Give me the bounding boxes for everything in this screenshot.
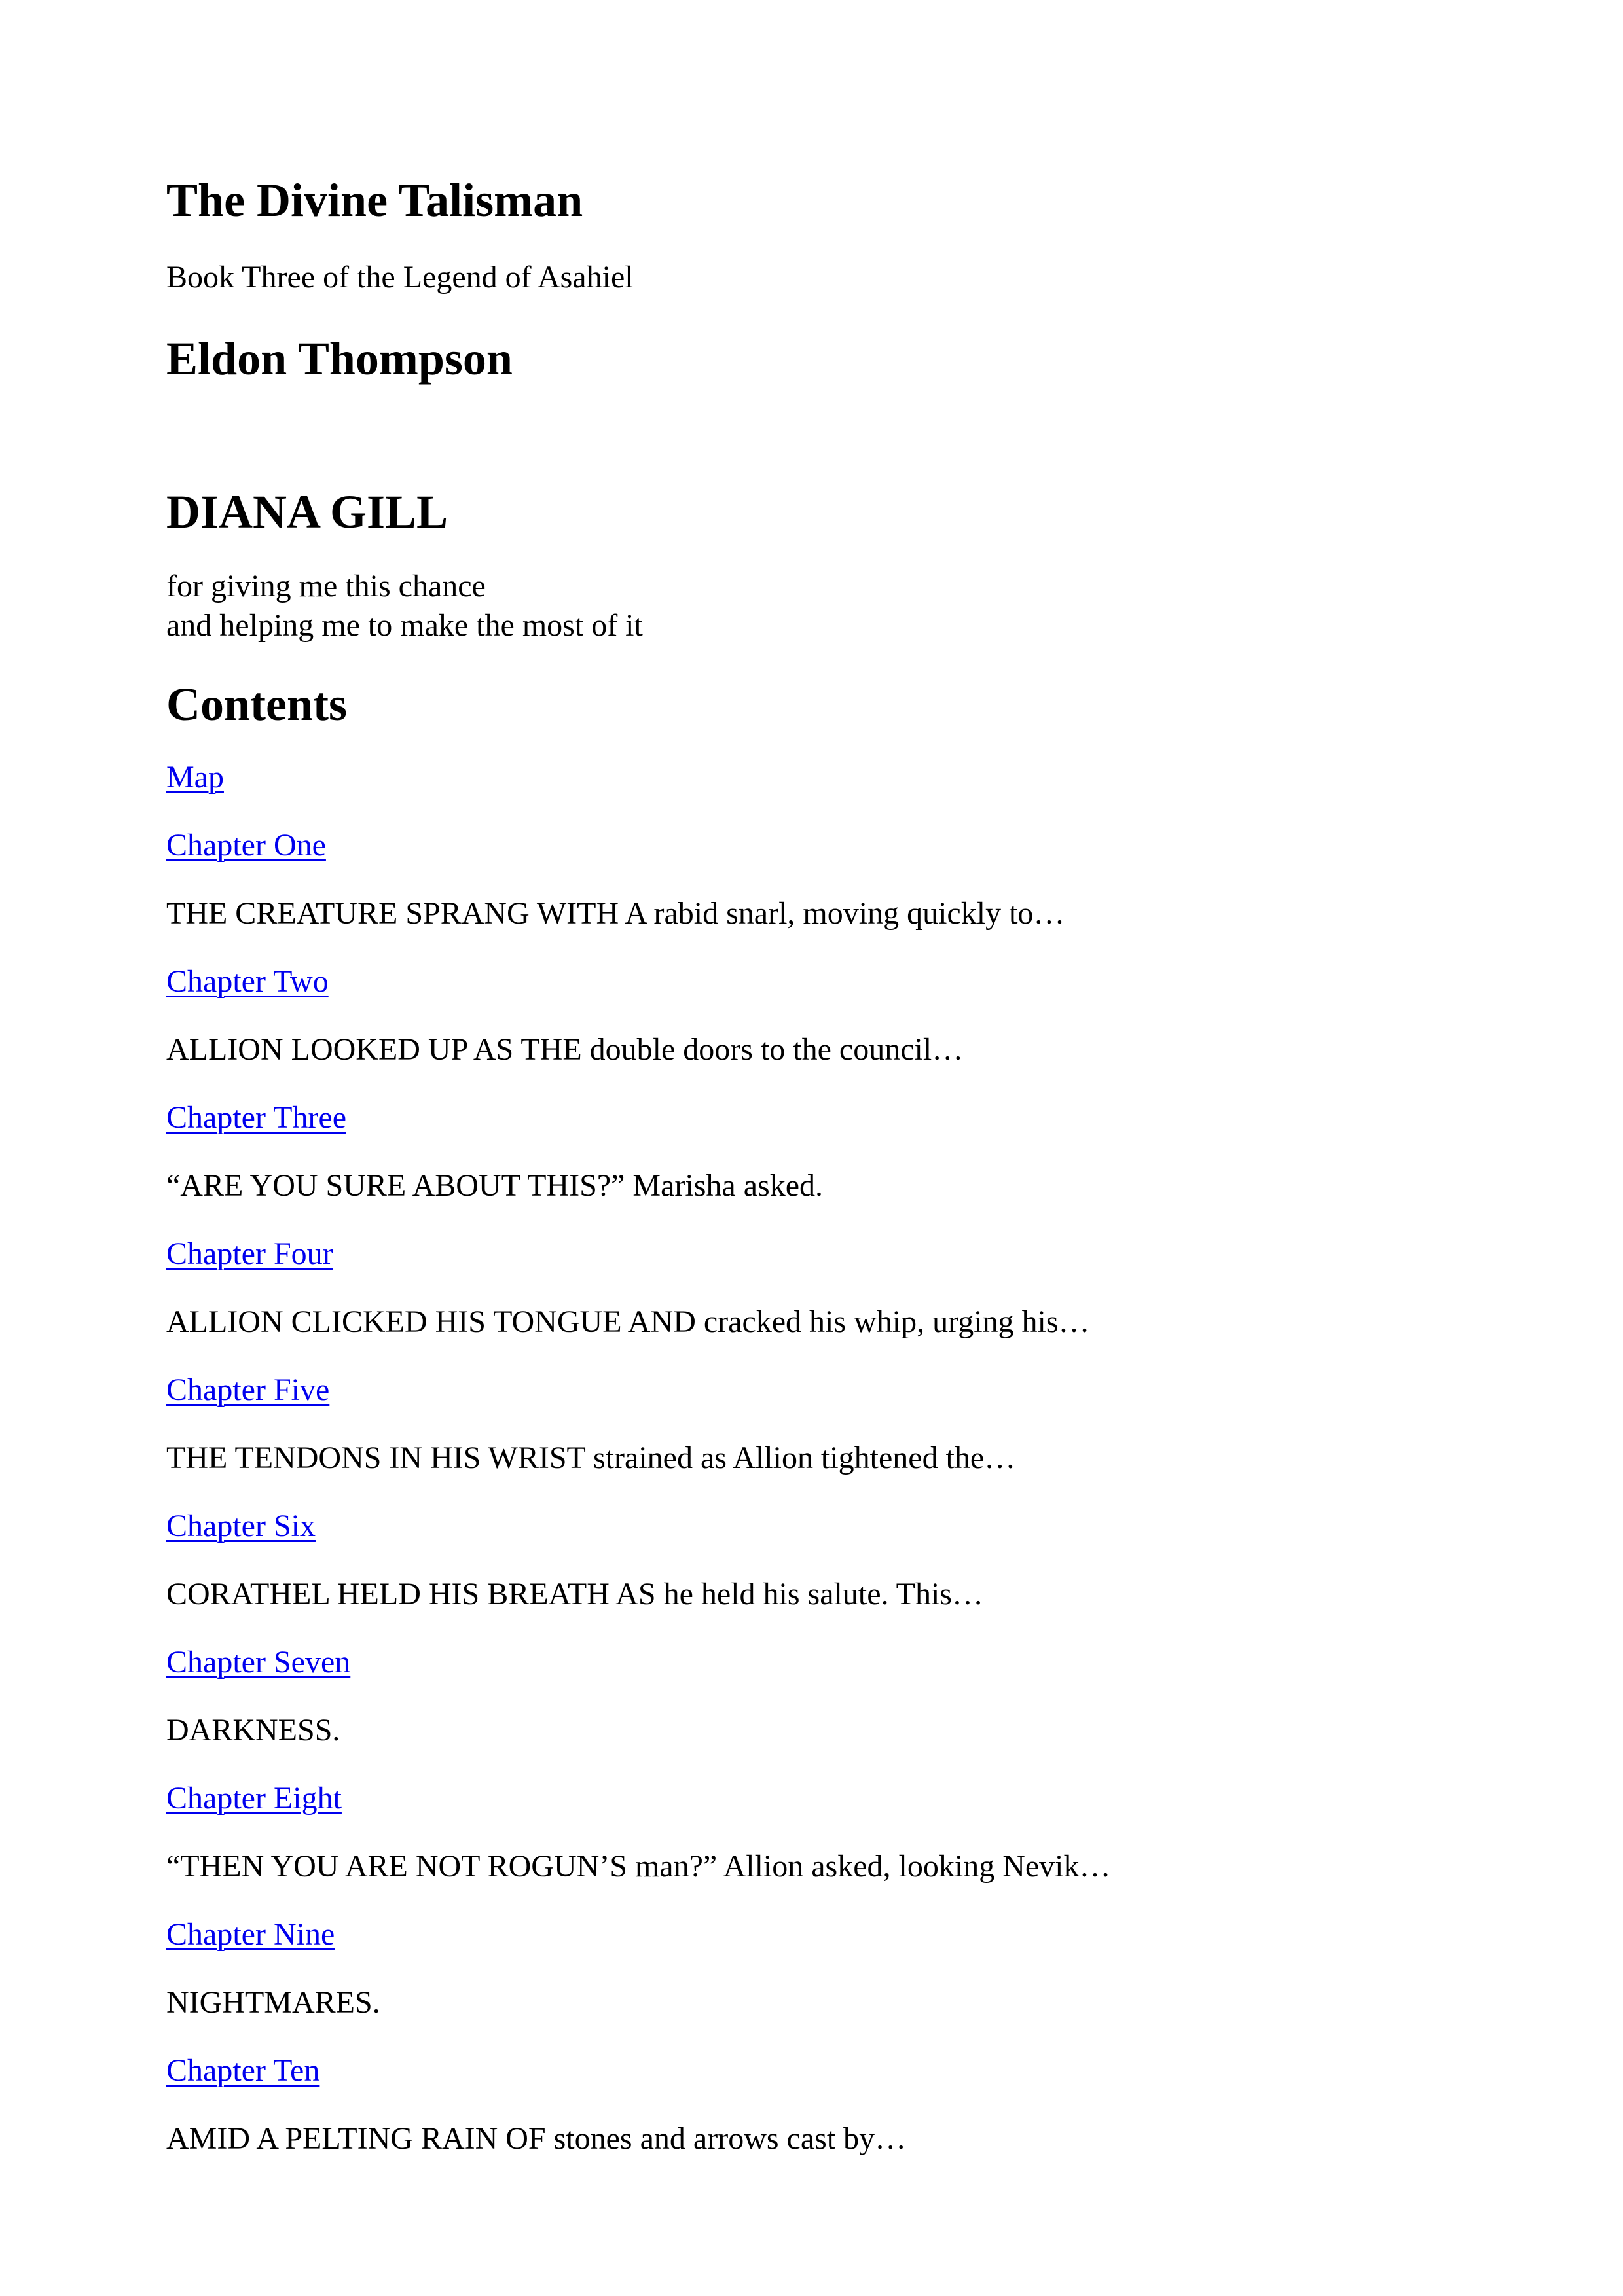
chapter-excerpt: THE CREATURE SPRANG WITH A rabid snarl, moving quickly to… xyxy=(166,896,1065,931)
dedication-text xyxy=(166,567,1456,645)
toc-item xyxy=(166,1098,1456,1138)
chapter-excerpt: NIGHTMARES. xyxy=(166,1985,380,2020)
toc-link[interactable]: Chapter Ten xyxy=(166,2053,320,2088)
toc-link[interactable]: Chapter Six xyxy=(166,1509,316,1543)
toc-item xyxy=(166,1915,1456,1954)
toc-link[interactable]: Chapter Nine xyxy=(166,1917,335,1952)
chapter-excerpt: ALLION CLICKED HIS TONGUE AND cracked his whip, urging his… xyxy=(166,1304,1090,1339)
author-name: Eldon Thompson xyxy=(166,332,513,385)
book-subtitle: Book Three of the Legend of Asahiel xyxy=(166,260,634,295)
toc-item xyxy=(166,1234,1456,1274)
toc-link[interactable]: Map xyxy=(166,760,224,795)
toc-item xyxy=(166,1643,1456,1682)
chapter-excerpt: AMID A PELTING RAIN OF stones and arrows cast by… xyxy=(166,2121,907,2156)
toc-link[interactable]: Chapter Five xyxy=(166,1372,330,1407)
toc-item xyxy=(166,1507,1456,1546)
toc-link[interactable]: Chapter Seven xyxy=(166,1645,351,1679)
dedication-heading: DIANA GILL xyxy=(166,486,448,538)
document-page xyxy=(166,166,1456,2187)
chapter-excerpt: DARKNESS. xyxy=(166,1713,340,1748)
contents-heading: Contents xyxy=(166,678,348,730)
toc-link[interactable]: Chapter Eight xyxy=(166,1781,342,1816)
toc-item xyxy=(166,826,1456,865)
toc-link[interactable]: Chapter One xyxy=(166,828,326,863)
chapter-excerpt: THE TENDONS IN HIS WRIST strained as Allion tightened the… xyxy=(166,1441,1016,1475)
dedication-line: for giving me this chance xyxy=(166,569,486,603)
toc-link[interactable]: Chapter Three xyxy=(166,1100,346,1135)
chapter-excerpt: CORATHEL HELD HIS BREATH AS he held his salute. This… xyxy=(166,1577,983,1611)
book-title: The Divine Talisman xyxy=(166,174,583,226)
chapter-excerpt: ALLION LOOKED UP AS THE double doors to the council… xyxy=(166,1032,964,1067)
toc-item xyxy=(166,962,1456,1001)
chapter-excerpt: “ARE YOU SURE ABOUT THIS?” Marisha asked. xyxy=(166,1168,824,1203)
table-of-contents xyxy=(166,758,1456,2159)
toc-link[interactable]: Chapter Two xyxy=(166,964,329,999)
toc-item xyxy=(166,1779,1456,1818)
chapter-excerpt: “THEN YOU ARE NOT ROGUN’S man?” Allion asked, looking Nevik… xyxy=(166,1849,1111,1884)
toc-item xyxy=(166,2051,1456,2090)
toc-link[interactable]: Chapter Four xyxy=(166,1236,333,1271)
toc-item xyxy=(166,758,1456,797)
dedication-line: and helping me to make the most of it xyxy=(166,608,643,643)
toc-item xyxy=(166,1371,1456,1410)
